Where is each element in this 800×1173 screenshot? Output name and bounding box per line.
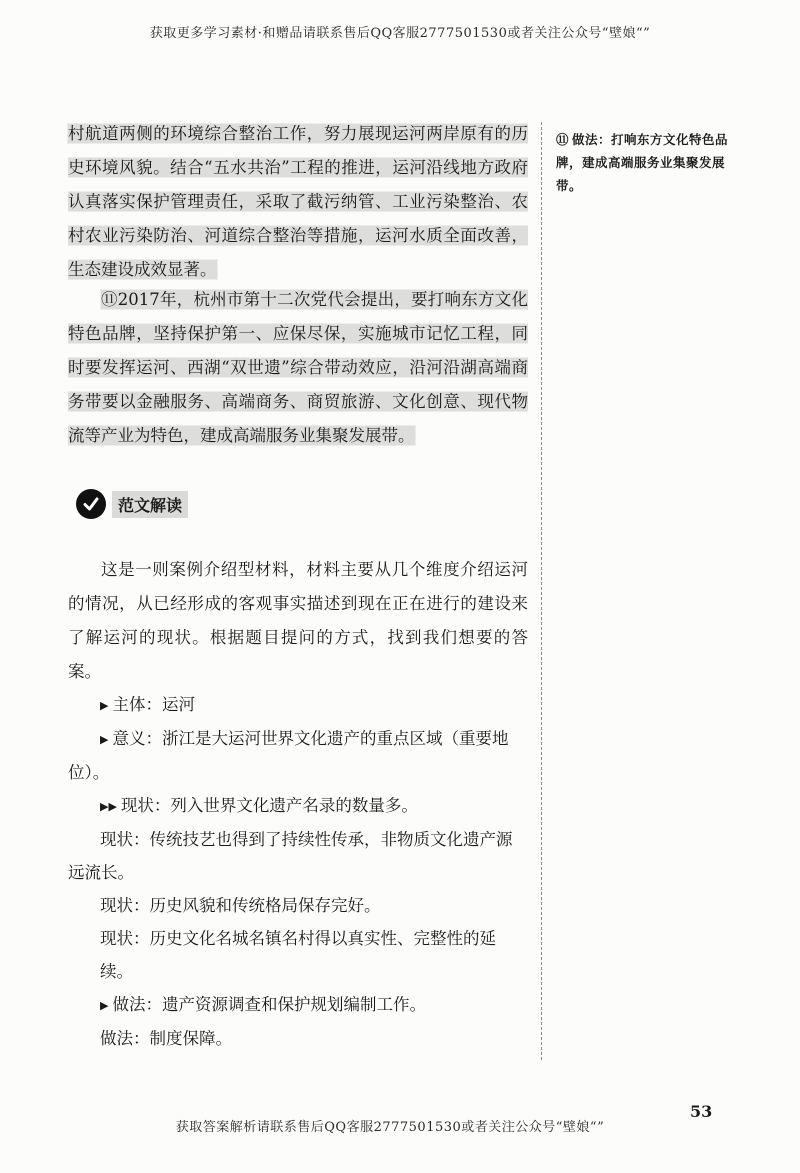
point-method-2: 做法：制度保障。 (100, 1029, 232, 1048)
point-status-3: 现状：历史风貌和传统格局保存完好。 (100, 896, 381, 915)
page-number: 53 (690, 1102, 713, 1121)
paragraph-2-text: ⑪2017年，杭州市第十二次党代会提出，要打响东方文化特色品牌，坚持保护第一、应保尽保，实施城市记忆工程，同时要发挥运河、西湖“双世遗”综合带动效应，沿河沿湖高端商务带要以金融服务、高端商务、商贸旅游、文化创意、现代物流等产业为特色，建成高端服务业集聚发展带。 (68, 290, 528, 445)
margin-divider (541, 122, 542, 1060)
checkmark-icon (76, 489, 106, 519)
point-status-4: 现状：历史文化名城名镇名村得以真实性、完整性的延续。 (100, 929, 496, 981)
paragraph-1-text: 村航道两侧的环境综合整治工作，努力展现运河两岸原有的历史环境风貌。结合“五水共治”工程的推进，运河沿线地方政府认真落实保护管理责任，采取了截污纳管、工业污染整治、农村农业污染防治、河道综合整治等措施，运河水质全面改善，生态建设成效显著。 (68, 124, 528, 279)
page-footer: 获取答案解析请联系售后QQ客服2777501530或者关注公众号“壁娘“” (175, 1120, 605, 1135)
page-header: 获取更多学习素材·和赠品请联系售后QQ客服2777501530或者关注公众号“壁娘“” (149, 26, 651, 41)
point-method-1: ▶ 做法：遗产资源调查和保护规划编制工作。 (100, 995, 426, 1014)
triangle-bullet-icon: ▶ (100, 999, 109, 1012)
point-subject: ▶ 主体：运河 (100, 695, 195, 714)
section-heading (76, 488, 188, 520)
side-note (556, 128, 736, 197)
paragraph-2 (68, 283, 528, 453)
point-status-2: 现状：传统技艺也得到了持续性传承，非物质文化遗产源 (100, 830, 513, 849)
point-status-1: ▶▶ 现状：列入世界文化遗产名录的数量多。 (100, 796, 418, 815)
section-title: 范文解读 (112, 491, 188, 518)
point-status-2-cont: 远流长。 (68, 863, 134, 882)
double-triangle-bullet-icon: ▶▶ (100, 800, 117, 813)
points-list (68, 688, 528, 1055)
point-meaning: ▶ 意义：浙江是大运河世界文化遗产的重点区域（重要地 (100, 729, 509, 748)
triangle-bullet-icon: ▶ (100, 733, 109, 746)
side-note-number: ⑪ (556, 132, 570, 147)
analysis-paragraph: 这是一则案例介绍型材料，材料主要从几个维度介绍运河的情况，从已经形成的客观事实描述到现在正在进行的建设来了解运河的现状。根据题目提问的方式，找到我们想要的答案。 (68, 560, 528, 681)
triangle-bullet-icon: ▶ (100, 699, 109, 712)
paragraph-1 (68, 117, 528, 287)
side-note-text: 做法：打响东方文化特色品牌，建成高端服务业集聚发展带。 (556, 132, 729, 193)
point-meaning-cont: 位）。 (68, 763, 110, 782)
